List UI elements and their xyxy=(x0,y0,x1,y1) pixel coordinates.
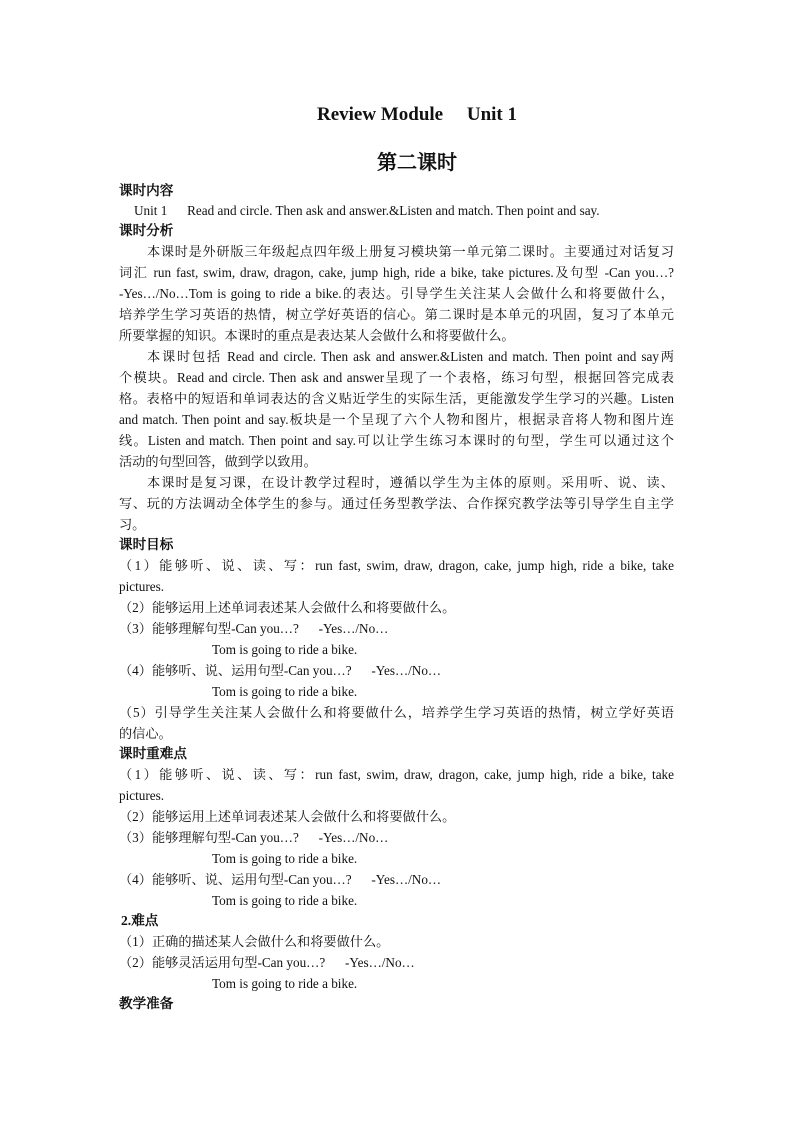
paragraph-line: 写、玩的方法调动全体学生的参与。通过任务型教学法、合作探究教学法等引导学生自主学 xyxy=(119,496,674,511)
section-heading-preparation: 教学准备 xyxy=(119,996,174,1011)
paragraph-line: 所要掌握的知识。本课时的重点是表达某人会做什么和将要做什么。 xyxy=(119,328,515,343)
list-item: （3）能够理解句型-Can you…? -Yes…/No… xyxy=(119,621,389,636)
list-item: （2）能够运用上述单词表述某人会做什么和将要做什么。 xyxy=(119,600,456,615)
paragraph-line: 词汇 run fast, swim, draw, dragon, cake, jump high, ride a bike, take pictures.及句型 -Can you…? xyxy=(119,265,674,280)
section-heading-key-points: 课时重难点 xyxy=(119,746,187,761)
section-heading-analysis: 课时分析 xyxy=(119,223,174,238)
paragraph-line: 线。Listen and match. Then point and say.可以让学生练习本课时的句型，学生可以通过这个 xyxy=(119,433,674,448)
paragraph-line: and match. Then point and say.板块是一个呈现了六个人物和图片，根据录音将人物和图片连 xyxy=(119,412,674,427)
paragraph-line: 本课时是外研版三年级起点四年级上册复习模块第一单元第二课时。主要通过对话复习 xyxy=(147,244,674,259)
list-item-continued: pictures. xyxy=(119,579,165,594)
list-item: （2）能够运用上述单词表述某人会做什么和将要做什么。 xyxy=(119,809,456,824)
list-item-continued: 的信心。 xyxy=(119,726,172,741)
list-item: （4）能够听、说、运用句型-Can you…? -Yes…/No… xyxy=(119,872,442,887)
list-item: （5）引导学生关注某人会做什么和将要做什么，培养学生学习英语的热情，树立学好英语 xyxy=(119,705,674,720)
list-item: （1）能够听、说、读、写：run fast, swim, draw, dragon, cake, jump high, ride a bike, take xyxy=(119,558,674,573)
list-item-continued: Tom is going to ride a bike. xyxy=(212,851,358,866)
paragraph-line: 本课时包括 Read and circle. Then ask and answer.&Listen and match. Then point and say两 xyxy=(147,349,674,364)
section-heading-difficulties: 2.难点 xyxy=(121,913,159,928)
list-item: （1）正确的描述某人会做什么和将要做什么。 xyxy=(119,934,390,949)
content-line: Unit 1 Read and circle. Then ask and answer.&Listen and match. Then point and say. xyxy=(134,203,600,218)
list-item: （2）能够灵活运用句型-Can you…? -Yes…/No… xyxy=(119,955,415,970)
list-item-continued: Tom is going to ride a bike. xyxy=(212,976,358,991)
list-item-continued: pictures. xyxy=(119,788,165,803)
paragraph-line: 活动的句型回答，做到学以致用。 xyxy=(119,454,317,469)
list-item-continued: Tom is going to ride a bike. xyxy=(212,642,358,657)
list-item-continued: Tom is going to ride a bike. xyxy=(212,893,358,908)
list-item: （3）能够理解句型-Can you…? -Yes…/No… xyxy=(119,830,389,845)
paragraph-line: 格。表格中的短语和单词表达的含义贴近学生的实际生活，更能激发学生学习的兴趣。Listen xyxy=(119,391,674,406)
section-heading-goals: 课时目标 xyxy=(119,537,174,552)
paragraph-line: -Yes…/No…Tom is going to ride a bike.的表达。引导学生关注某人会做什么和将要做什么， xyxy=(119,286,674,301)
paragraph-line: 个模块。Read and circle. Then ask and answer呈现了一个表格，练习句型，根据回答完成表 xyxy=(119,370,674,385)
paragraph-line: 本课时是复习课，在设计教学过程时，遵循以学生为主体的原则。采用听、说、读、 xyxy=(147,475,674,490)
paragraph-line: 习。 xyxy=(119,517,146,532)
list-item: （1）能够听、说、读、写：run fast, swim, draw, dragon, cake, jump high, ride a bike, take xyxy=(119,767,674,782)
list-item: （4）能够听、说、运用句型-Can you…? -Yes…/No… xyxy=(119,663,442,678)
list-item-continued: Tom is going to ride a bike. xyxy=(212,684,358,699)
paragraph-line: 培养学生学习英语的热情，树立学好英语的信心。第二课时是本单元的巩固，复习了本单元 xyxy=(119,307,674,322)
section-heading-content: 课时内容 xyxy=(119,183,174,198)
document-subtitle: 第二课时 xyxy=(377,152,457,174)
document-title: Review Module Unit 1 xyxy=(316,104,517,125)
